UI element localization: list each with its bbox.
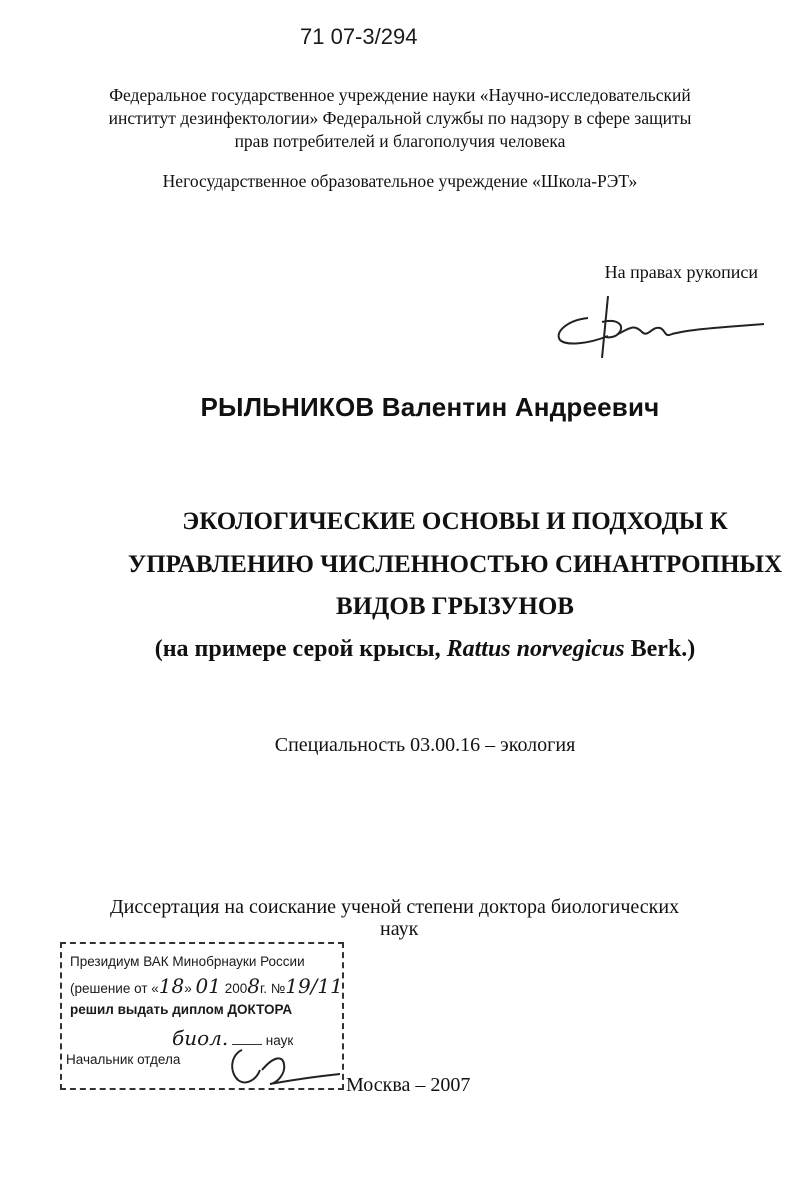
stamp-line-3: решил выдать диплом ДОКТОРА	[70, 1002, 293, 1017]
institution-line-4: Негосударственное образовательное учреждение «Школа-РЭТ»	[162, 171, 638, 191]
stamp-day: 18	[158, 974, 185, 998]
dissertation-line-1: Диссертация на соискание ученой степени доктора биологических	[110, 896, 680, 918]
stamp-line-5: Начальник отдела	[66, 1052, 181, 1067]
stamp-decision-prefix: (решение от «	[70, 981, 159, 996]
stamp-signature	[222, 1040, 342, 1090]
subtitle-pre: (на примере серой крысы,	[154, 636, 447, 662]
city-year: Москва – 2007	[346, 1074, 471, 1096]
stamp-month: 01	[195, 974, 221, 998]
stamp-number: 19/11	[285, 974, 343, 998]
title-line-3: ВИДОВ ГРЫЗУНОВ	[336, 593, 574, 620]
stamp-line-2: (решение от «18» 01 2008г. №19/11	[70, 974, 343, 998]
author-name: РЫЛЬНИКОВ Валентин Андреевич	[200, 392, 660, 422]
stamp-year-prefix: 200	[224, 981, 248, 996]
stamp-year-digit: 8	[247, 974, 260, 998]
subtitle	[0, 636, 796, 663]
stamp-number-label: г. №	[259, 981, 286, 996]
stamp-field: биол.	[172, 1026, 229, 1050]
vak-stamp	[60, 942, 344, 1090]
manuscript-rights: На правах рукописи	[604, 262, 758, 282]
stamp-science-label: наук	[265, 1033, 294, 1048]
author-signature	[548, 288, 768, 368]
stamp-line-1: Президиум ВАК Минобрнауки России	[70, 954, 305, 969]
subtitle-latin: Rattus norvegicus	[446, 636, 625, 662]
specialty: Специальность 03.00.16 – экология	[274, 734, 576, 756]
subtitle-post: Berk.)	[624, 636, 696, 662]
archive-number: 71 07-3/294	[300, 24, 418, 49]
title-line-1: ЭКОЛОГИЧЕСКИЕ ОСНОВЫ И ПОДХОДЫ К	[182, 508, 728, 535]
institution-line-3: прав потребителей и благополучия человека	[234, 131, 566, 151]
institution-line-2: институт дезинфектологии» Федеральной службы по надзору в сфере защиты	[108, 108, 692, 128]
title-line-2: УПРАВЛЕНИЮ ЧИСЛЕННОСТЬЮ СИНАНТРОПНЫХ	[127, 551, 783, 578]
institution-line-1: Федеральное государственное учреждение науки «Научно-исследовательский	[109, 85, 691, 105]
dissertation-line-2: наук	[380, 918, 419, 940]
